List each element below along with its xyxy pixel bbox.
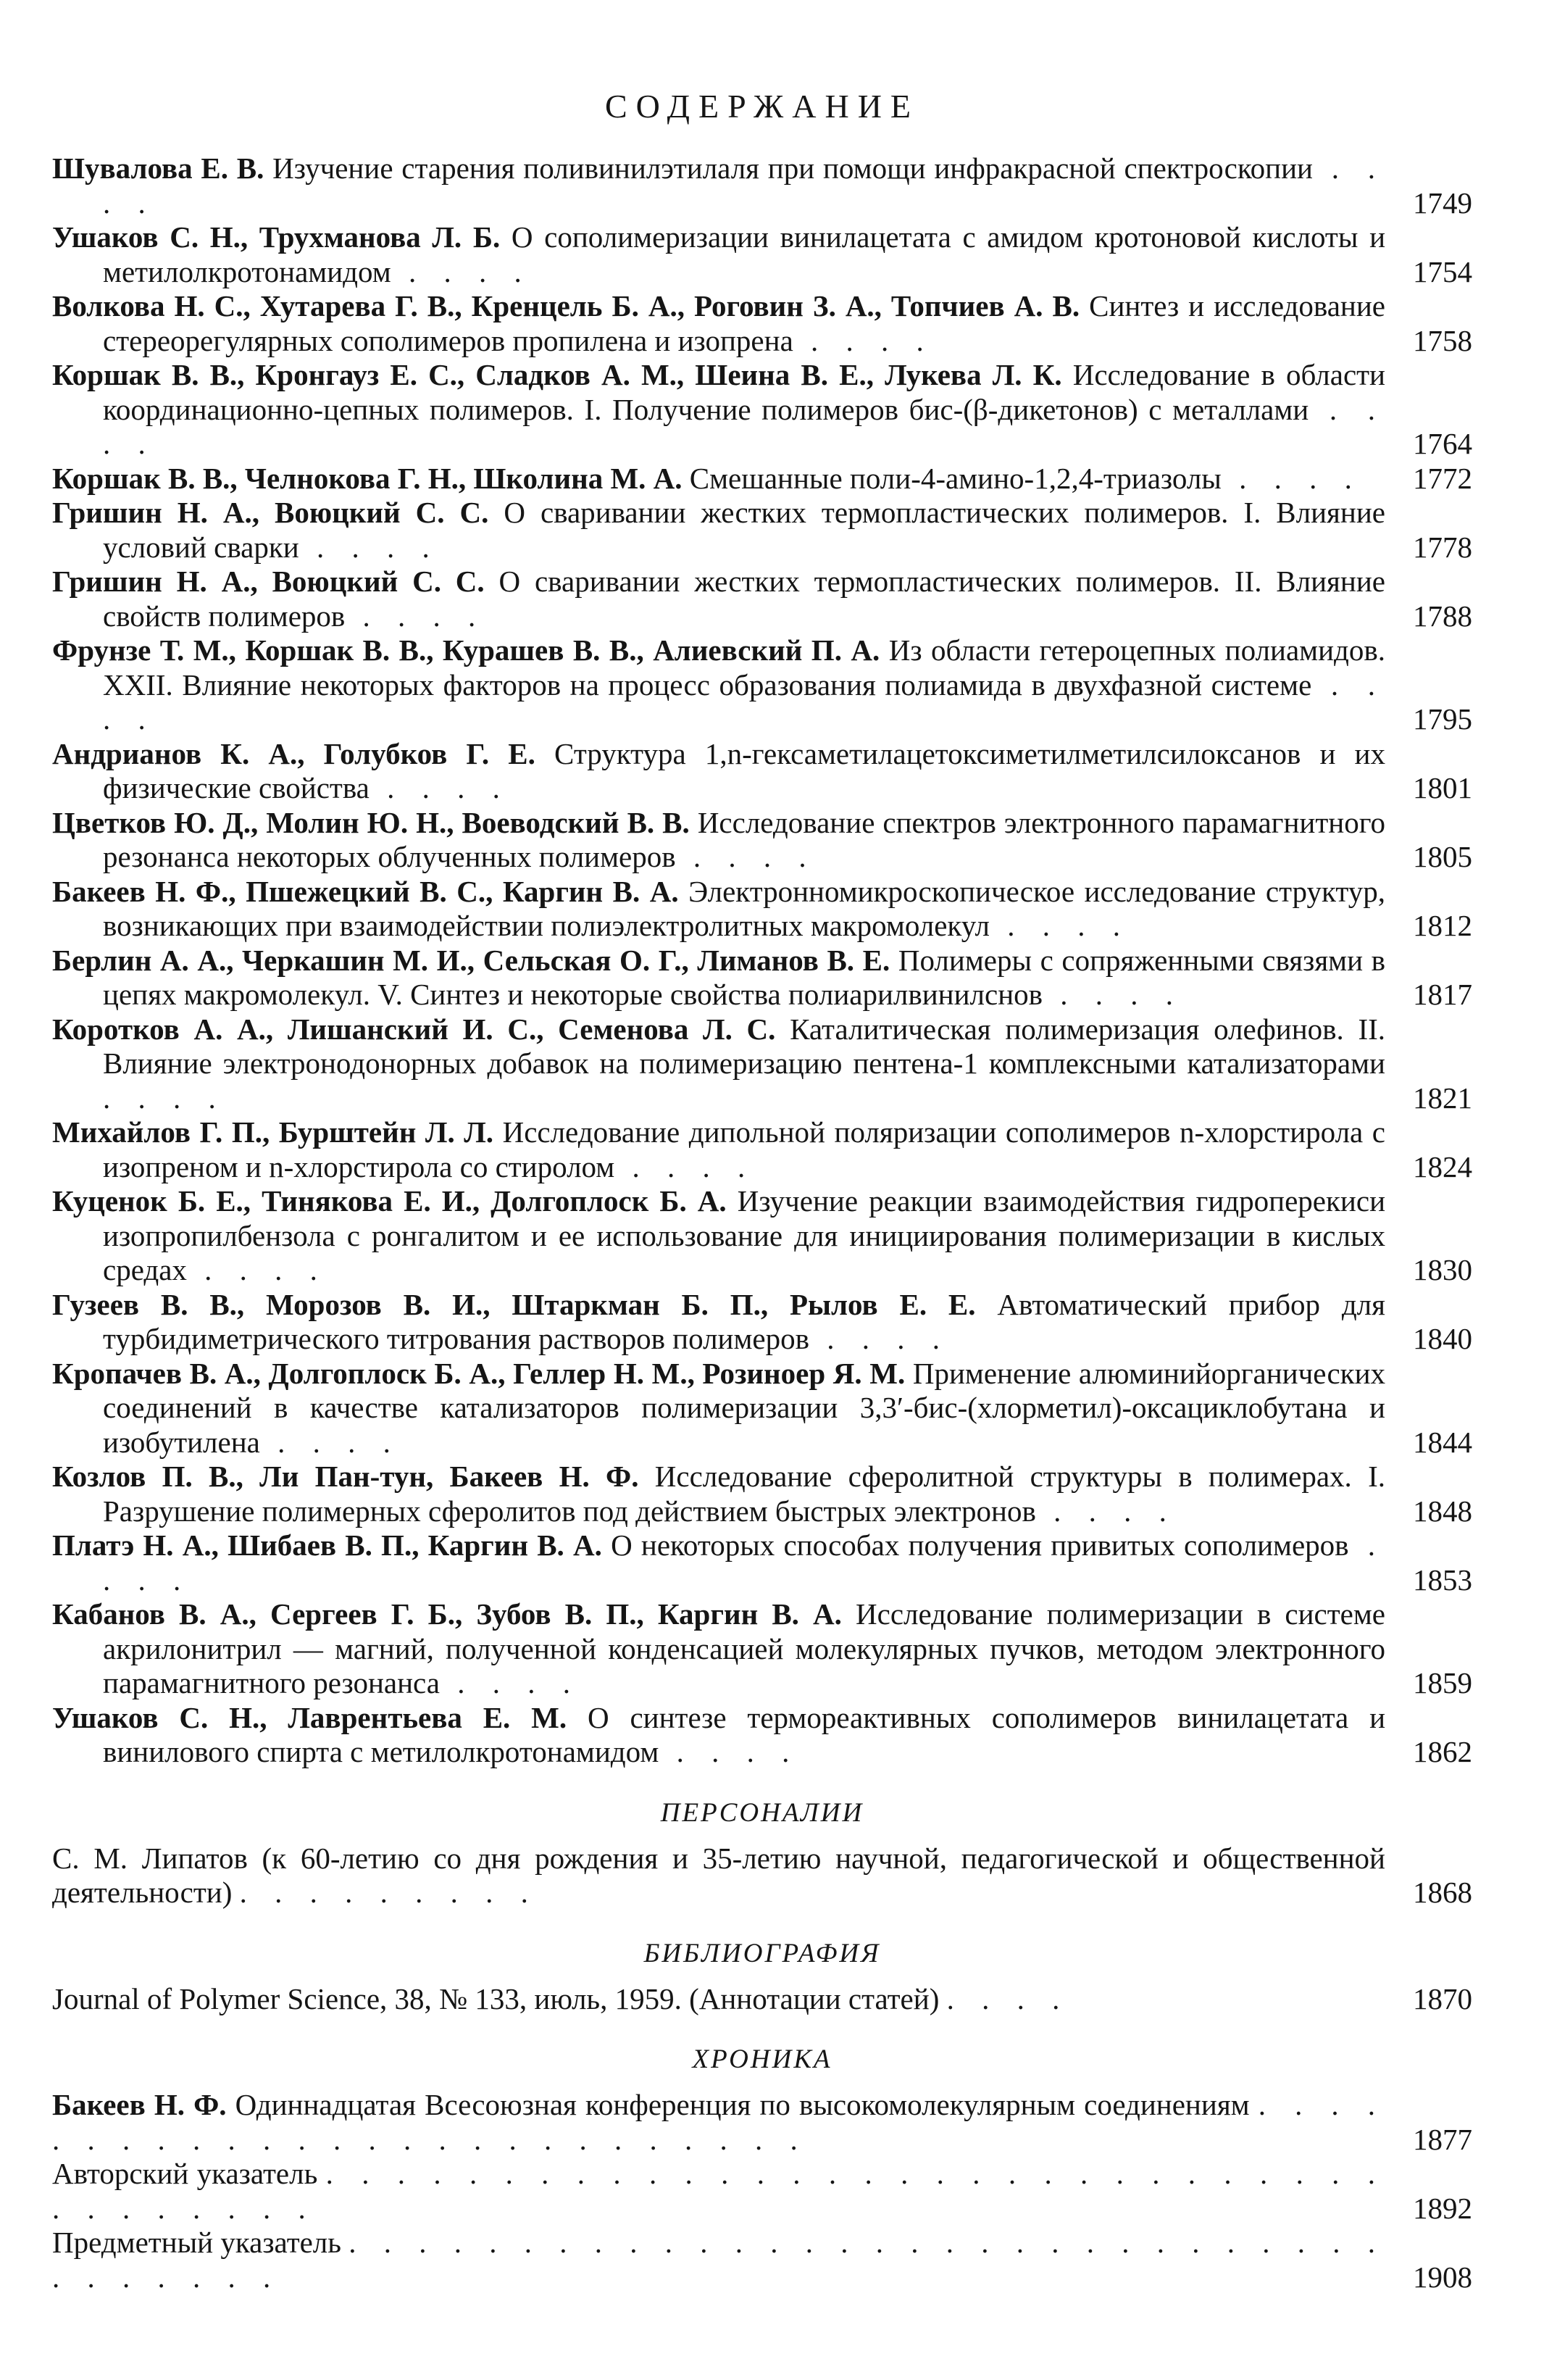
- entry-title: Journal of Polymer Science, 38, № 133, июль, 1959. (Аннотации статей): [52, 1981, 940, 2015]
- entry-page: 1772: [1413, 461, 1472, 495]
- entry-authors: Кабанов В. А., Сергеев Г. Б., Зубов В. П., Каргин В. А.: [52, 1597, 842, 1631]
- entry-page: 1764: [1413, 427, 1472, 460]
- entry-authors: Фрунзе Т. М., Коршак В. В., Курашев В. В., Алиевский П. А.: [52, 633, 880, 667]
- entry-title: Каталитическая полимеризация олефинов. II. Влияние электронодонорных добавок на полимеризацию пентена-1 комплексными катализаторами: [103, 1012, 1386, 1080]
- entry-authors: Платэ Н. А., Шибаев В. П., Каргин В. А.: [52, 1528, 602, 1562]
- entry-page: 1778: [1413, 530, 1472, 564]
- entries-list: [52, 151, 1472, 1770]
- entry-page: 1870: [1413, 1981, 1472, 2015]
- entry-title: Применение алюминийорганических соединений в качестве катализаторов полимеризации 3,3′-бис-(хлорметил)-оксациклобутана и изобутилена: [103, 1356, 1386, 1459]
- entry-authors: Гришин Н. А., Воюцкий С. С.: [52, 496, 489, 529]
- toc-entry: Ушаков С. Н., Лаврентьева Е. М. О синтезе термореактивных сополимеров винилацетата и винилового спирта с метилолкротонамидом . . . . 1862: [52, 1700, 1472, 1768]
- entry-authors: Волкова Н. С., Хутарева Г. В., Кренцель Б. А., Роговин З. А., Топчиев А. В.: [52, 289, 1080, 323]
- entry-authors: Коршак В. В., Челнокова Г. Н., Школина М. А.: [52, 461, 683, 495]
- entry-title: Из области гетероцепных полиамидов. XXII. Влияние некоторых факторов на процесс образования полиамида в двухфазной системе: [103, 633, 1386, 702]
- toc-entry: Берлин А. А., Черкашин М. И., Сельская О. Г., Лиманов В. Е. Полимеры с сопряженными связями в цепях макромолекул. V. Синтез и некоторые свойства полиарилвинилснов . . . . 1817: [52, 943, 1472, 1011]
- entry-page: 1830: [1413, 1253, 1472, 1286]
- toc-entry: Коротков А. А., Лишанский И. С., Семенова Л. С. Каталитическая полимеризация олефинов. II. Влияние электронодонорных добавок на полимеризацию пентена-1 комплексными катализаторами . . . . 1821: [52, 1012, 1472, 1115]
- entry-authors: Бакеев Н. Ф., Пшежецкий В. С., Каргин В. А.: [52, 874, 679, 908]
- entry-page: 1859: [1413, 1666, 1472, 1699]
- entry-title: Изучение старения поливинилэтилаля при помощи инфракрасной спектроскопии: [272, 151, 1313, 185]
- toc-entry: Гришин Н. А., Воюцкий С. С. О сваривании жестких термопластических полимеров. II. Влияние свойств полимеров . . . . 1788: [52, 565, 1472, 633]
- entry-page: 1801: [1413, 771, 1472, 804]
- entry-title: О сваривании жестких термопластических полимеров. I. Влияние условий сварки: [103, 496, 1385, 564]
- toc-entry: Куценок Б. Е., Тинякова Е. И., Долгоплоск Б. А. Изучение реакции взаимодействия гидроперекиси изопропилбензола с ронгалитом и ее использование для инициирования полимеризации в кислых средах . . . . 1830: [52, 1184, 1472, 1286]
- entry-title: Исследование спектров электронного парамагнитного резонанса некоторых облученных полимеров: [103, 805, 1385, 873]
- toc-entry: Волкова Н. С., Хутарева Г. В., Кренцель Б. А., Роговин З. А., Топчиев А. В. Синтез и исследование стереорегулярных сополимеров пропилена и изопрена . . . . 1758: [52, 289, 1472, 357]
- entry-authors: Коршак В. В., Кронгауз Е. С., Сладков А. М., Шеина В. Е., Лукева Л. К.: [52, 358, 1062, 391]
- toc-entry: Кабанов В. А., Сергеев Г. Б., Зубов В. П., Каргин В. А. Исследование полимеризации в системе акрилонитрил — магний, полученной конденсацией молекулярных пучков, методом электронного парамагнитного резонанса . . . . 1859: [52, 1597, 1472, 1699]
- entry-title: О синтезе термореактивных сополимеров винилацетата и винилового спирта с метилолкротонамидом: [103, 1700, 1386, 1768]
- entry-title: Исследование полимеризации в системе акрилонитрил — магний, полученной конденсацией молекулярных пучков, методом электронного парамагнитного резонанса: [103, 1597, 1386, 1699]
- entry-page: 1840: [1413, 1322, 1472, 1355]
- entry-page: 1877: [1413, 2122, 1472, 2156]
- chronicle-entry: Бакеев Н. Ф. Одиннадцатая Всесоюзная конференция по высокомолекулярным соединениям . . . . . . . . . . . . . . . . . . . . . . . . . . 1877: [52, 2088, 1472, 2156]
- section-heading-bibliography: БИБЛИОГРАФИЯ: [643, 1938, 881, 1968]
- entry-title: Одиннадцатая Всесоюзная конференция по высокомолекулярным соединениям: [235, 2088, 1250, 2121]
- entry-authors: Михайлов Г. П., Бурштейн Л. Л.: [52, 1115, 494, 1149]
- entry-title: Электронномикроскопическое исследование структур, возникающих при взаимодействии полиэлектролитных макромолекул: [103, 874, 1385, 942]
- entry-title: О сваривании жестких термопластических полимеров. II. Влияние свойств полимеров: [103, 565, 1385, 633]
- entry-authors: Берлин А. А., Черкашин М. И., Сельская О. Г., Лиманов В. Е.: [52, 943, 890, 977]
- author-index-entry: Авторский указатель . . . . . . . . . . . . . . . . . . . . . . . . . . . . . . . . . . . . . . 1892: [52, 2157, 1472, 2225]
- toc-entry: Цветков Ю. Д., Молин Ю. Н., Воеводский В. В. Исследование спектров электронного парамагнитного резонанса некоторых облученных полимеров . . . . 1805: [52, 805, 1472, 873]
- toc-entry: Гузеев В. В., Морозов В. И., Штаркман Б. П., Рылов Е. Е. Автоматический прибор для турбидиметрического титрования растворов полимеров . . . . 1840: [52, 1287, 1472, 1355]
- entry-page: 1812: [1413, 909, 1472, 942]
- toc-entry: Платэ Н. А., Шибаев В. П., Каргин В. А. О некоторых способах получения привитых сополимеров . . . . 1853: [52, 1528, 1472, 1597]
- entry-title: С. М. Липатов (к 60-летию со дня рождения и 35-летию научной, педагогической и общественной деятельности): [52, 1841, 1385, 1909]
- subject-index-entry: Предметный указатель . . . . . . . . . . . . . . . . . . . . . . . . . . . . . . . . . . . . . 1908: [52, 2226, 1472, 2294]
- toc-entry: Кропачев В. А., Долгоплоск Б. А., Геллер Н. М., Розиноер Я. М. Применение алюминийорганических соединений в качестве катализаторов полимеризации 3,3′-бис-(хлорметил)-оксациклобутана и изобутилена . . . . 1844: [52, 1356, 1472, 1459]
- entry-title: Синтез и исследование стереорегулярных сополимеров пропилена и изопрена: [103, 289, 1385, 357]
- entry-page: 1788: [1413, 599, 1472, 633]
- entry-page: 1908: [1413, 2260, 1472, 2294]
- toc-entry: Фрунзе Т. М., Коршак В. В., Курашев В. В., Алиевский П. А. Из области гетероцепных полиамидов. XXII. Влияние некоторых факторов на процесс образования полиамида в двухфазной системе . . . . 1795: [52, 633, 1472, 736]
- entry-title: Авторский указатель: [52, 2157, 318, 2190]
- entry-page: 1805: [1413, 840, 1472, 873]
- entry-authors: Бакеев Н. Ф.: [52, 2088, 227, 2121]
- page-title: СОДЕРЖАНИЕ: [604, 88, 920, 125]
- entry-title: Смешанные поли-4-амино-1,2,4-триазолы: [689, 461, 1222, 495]
- entry-title: Полимеры с сопряженными связями в цепях макромолекул. V. Синтез и некоторые свойства полиарилвинилснов: [103, 943, 1386, 1011]
- entry-authors: Шувалова Е. В.: [52, 151, 264, 185]
- toc-entry: Ушаков С. Н., Трухманова Л. Б. О сополимеризации винилацетата с амидом кротоновой кислоты и метилолкротонамидом . . . . 1754: [52, 220, 1472, 288]
- entry-authors: Гришин Н. А., Воюцкий С. С.: [52, 565, 485, 598]
- entry-page: 1853: [1413, 1563, 1472, 1597]
- entry-page: 1824: [1413, 1149, 1472, 1183]
- entry-page: 1848: [1413, 1494, 1472, 1528]
- entry-authors: Ушаков С. Н., Трухманова Л. Б.: [52, 220, 501, 254]
- entry-page: 1754: [1413, 254, 1472, 288]
- entry-title: Структура 1,n-гексаметилацетоксиметилметилсилоксанов и их физические свойства: [103, 736, 1385, 804]
- toc-entry: Коршак В. В., Кронгауз Е. С., Сладков А. М., Шеина В. Е., Лукева Л. К. Исследование в области координационно-цепных полимеров. I. Получение полимеров бис-(β-дикетонов) с металлами . . . . 1764: [52, 358, 1472, 460]
- toc-entry: Гришин Н. А., Воюцкий С. С. О сваривании жестких термопластических полимеров. I. Влияние условий сварки . . . . 1778: [52, 496, 1472, 564]
- toc-entry: Коршак В. В., Челнокова Г. Н., Школина М. А. Смешанные поли-4-амино-1,2,4-триазолы . . . . 1772: [52, 461, 1472, 495]
- entry-authors: Гузеев В. В., Морозов В. И., Штаркман Б. П., Рылов Е. Е.: [52, 1287, 976, 1321]
- entry-authors: Ушаков С. Н., Лаврентьева Е. М.: [52, 1700, 567, 1734]
- toc-entry: Андрианов К. А., Голубков Г. Е. Структура 1,n-гексаметилацетоксиметилметилсилоксанов и их физические свойства . . . . 1801: [52, 736, 1472, 804]
- personalia-entry: С. М. Липатов (к 60-летию со дня рождения и 35-летию научной, педагогической и общественной деятельности) . . . . . . . . . 1868: [52, 1841, 1472, 1909]
- toc-entry: Бакеев Н. Ф., Пшежецкий В. С., Каргин В. А. Электронномикроскопическое исследование структур, возникающих при взаимодействии полиэлектролитных макромолекул . . . . 1812: [52, 874, 1472, 942]
- entry-authors: Коротков А. А., Лишанский И. С., Семенова Л. С.: [52, 1012, 776, 1046]
- entry-page: 1862: [1413, 1735, 1472, 1768]
- toc-entry: Михайлов Г. П., Бурштейн Л. Л. Исследование дипольной поляризации сополимеров n-хлорстирола с изопреном и n-хлорстирола со стиролом . . . . 1824: [52, 1115, 1472, 1183]
- entry-title: О некоторых способах получения привитых сополимеров: [611, 1528, 1349, 1562]
- entry-authors: Куценок Б. Е., Тинякова Е. И., Долгоплоск Б. А.: [52, 1184, 727, 1218]
- entry-title: Исследование сферолитной структуры в полимерах. I. Разрушение полимерных сферолитов под действием быстрых электронов: [103, 1460, 1385, 1528]
- section-heading-chronicle: ХРОНИКА: [692, 2044, 832, 2074]
- entry-page: 1749: [1413, 186, 1472, 220]
- entry-authors: Козлов П. В., Ли Пан-тун, Бакеев Н. Ф.: [52, 1460, 639, 1493]
- entry-title: О сополимеризации винилацетата с амидом кротоновой кислоты и метилолкротонамидом: [103, 220, 1386, 288]
- entry-title: Автоматический прибор для турбидиметрического титрования растворов полимеров: [103, 1287, 1386, 1355]
- entry-page: 1758: [1413, 323, 1472, 357]
- entry-authors: Цветков Ю. Д., Молин Ю. Н., Воеводский В. В.: [52, 805, 690, 839]
- entry-page: 1795: [1413, 702, 1472, 736]
- entry-page: 1817: [1413, 978, 1472, 1011]
- entry-page: 1892: [1413, 2191, 1472, 2225]
- entry-title: Предметный указатель: [52, 2226, 341, 2259]
- entry-page: 1844: [1413, 1425, 1472, 1459]
- entry-authors: Кропачев В. А., Долгоплоск Б. А., Геллер Н. М., Розиноер Я. М.: [52, 1356, 906, 1390]
- bibliography-entry: Journal of Polymer Science, 38, № 133, июль, 1959. (Аннотации статей) . . . . 1870: [52, 1981, 1472, 2015]
- toc-entry: Шувалова Е. В. Изучение старения поливинилэтилаля при помощи инфракрасной спектроскопии . . . . 1749: [52, 151, 1472, 220]
- entry-title: Изучение реакции взаимодействия гидроперекиси изопропилбензола с ронгалитом и ее использование для инициирования полимеризации в кислых средах: [103, 1184, 1386, 1286]
- section-heading-personalia: ПЕРСОНАЛИИ: [660, 1797, 864, 1828]
- table-of-contents: [52, 87, 1472, 2294]
- toc-entry: Козлов П. В., Ли Пан-тун, Бакеев Н. Ф. Исследование сферолитной структуры в полимерах. I. Разрушение полимерных сферолитов под действием быстрых электронов . . . . 1848: [52, 1460, 1472, 1528]
- entry-authors: Андрианов К. А., Голубков Г. Е.: [52, 736, 535, 770]
- entry-page: 1868: [1413, 1876, 1472, 1909]
- entry-title: Исследование дипольной поляризации сополимеров n-хлорстирола с изопреном и n-хлорстирола со стиролом: [103, 1115, 1386, 1183]
- entry-title: Исследование в области координационно-цепных полимеров. I. Получение полимеров бис-(β-дикетонов) с металлами: [103, 358, 1385, 426]
- entry-page: 1821: [1413, 1081, 1472, 1115]
